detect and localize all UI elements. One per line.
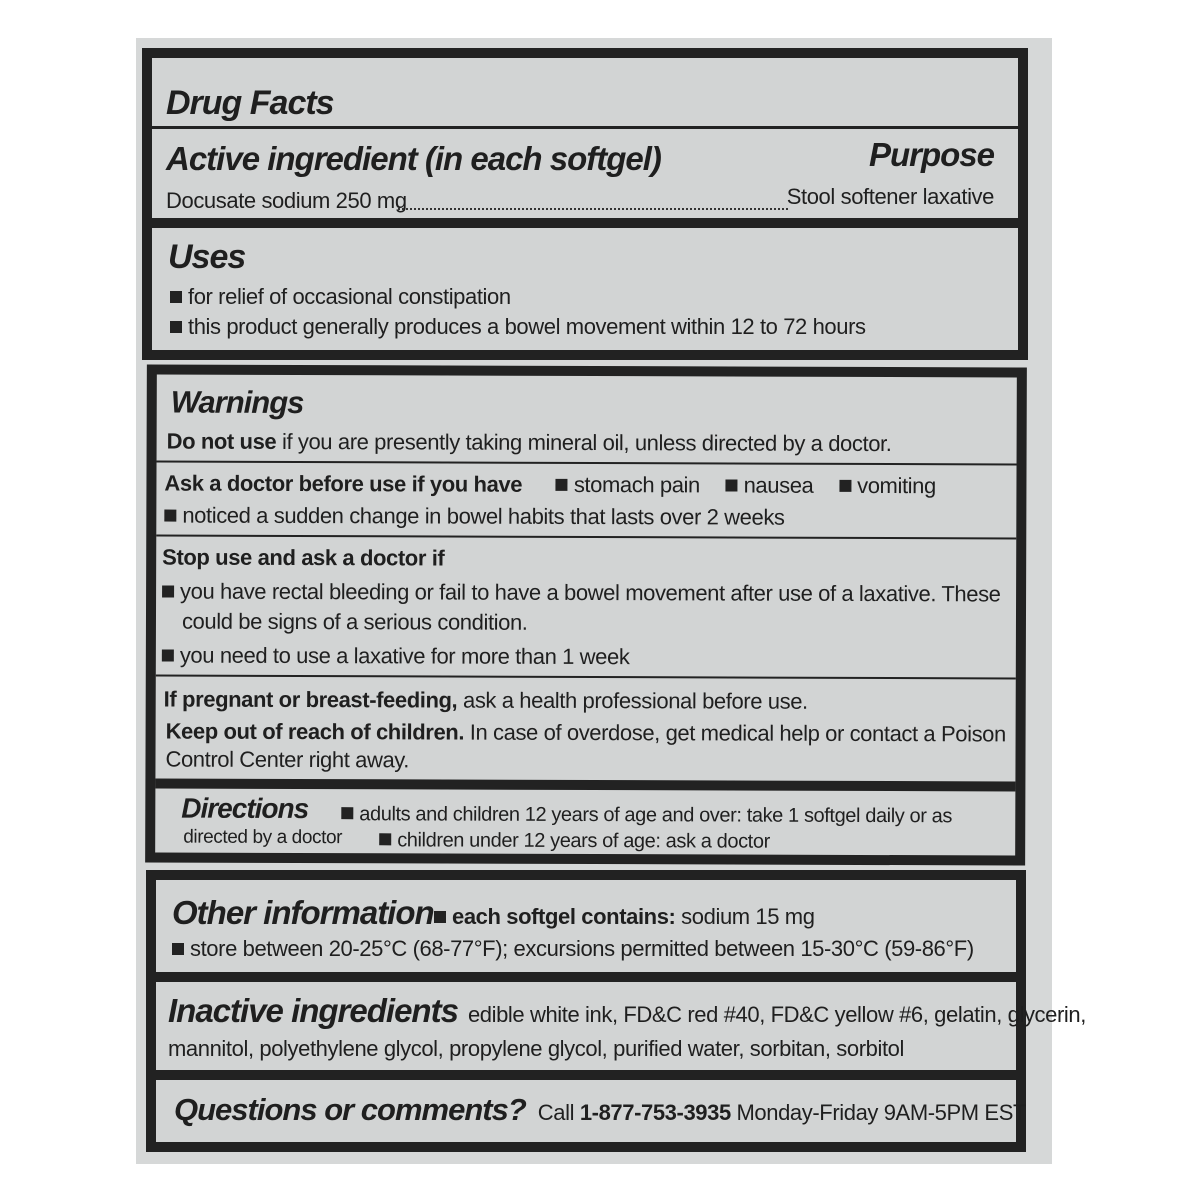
uses-item-text: for relief of occasional constipation bbox=[188, 284, 511, 309]
inactive-ingredients bbox=[168, 992, 1086, 1030]
leader-dots bbox=[398, 208, 788, 210]
divider-thick bbox=[152, 218, 1018, 228]
bullet-icon bbox=[726, 479, 738, 491]
directions-item bbox=[341, 803, 952, 828]
directions-item bbox=[379, 829, 770, 853]
other-info-item bbox=[434, 904, 815, 930]
pregnant-warning bbox=[164, 687, 808, 715]
divider-thick bbox=[156, 972, 1016, 982]
pregnant-label: If pregnant or breast-feeding, bbox=[163, 686, 458, 713]
warnings-panel bbox=[145, 364, 1027, 865]
divider bbox=[152, 126, 1018, 129]
bullet-icon bbox=[172, 943, 184, 955]
drug-facts-panel-top bbox=[142, 48, 1028, 360]
keep-out-text: In case of overdose, get medical help or contact a Poison bbox=[464, 719, 1006, 747]
purpose-heading: Purpose bbox=[868, 136, 994, 173]
divider-thick bbox=[156, 1070, 1016, 1080]
pregnant-text: ask a health professional before use. bbox=[457, 687, 808, 714]
bullet-icon bbox=[434, 911, 446, 923]
stop-item-continued: could be signs of a serious condition. bbox=[181, 608, 528, 635]
bullet-icon bbox=[341, 807, 353, 819]
inactive-continued: mannitol, polyethylene glycol, propylene glycol, purified water, sorbitan, sorbitol bbox=[168, 1036, 904, 1061]
active-ingredient-heading: Active ingredient (in each softgel) bbox=[166, 140, 661, 177]
keep-out-label: Keep out of reach of children. bbox=[165, 718, 465, 745]
stop-item-text: you have rectal bleeding or fail to have a bowel movement after use of a laxative. These bbox=[180, 578, 1001, 607]
inactive-text: edible white ink, FD&C red #40, FD&C yellow #6, gelatin, glycerin, bbox=[467, 1002, 1086, 1027]
ask-item-2 bbox=[164, 503, 784, 531]
keep-out-warning bbox=[166, 719, 1006, 748]
hours-text: Monday-Friday 9AM-5PM EST bbox=[730, 1100, 1027, 1125]
bullet-icon bbox=[162, 650, 174, 662]
do-not-use-label: Do not use bbox=[166, 428, 277, 454]
bullet-icon bbox=[164, 510, 176, 522]
bullet-icon bbox=[379, 833, 391, 845]
ask-item: stomach pain bbox=[573, 471, 700, 498]
divider bbox=[157, 460, 1017, 465]
directions-continued: directed by a doctor bbox=[183, 826, 343, 849]
other-info-label: each softgel contains: bbox=[452, 904, 676, 929]
divider-thick bbox=[155, 778, 1015, 791]
keep-out-continued: Control Center right away. bbox=[165, 746, 410, 773]
stop-item bbox=[162, 579, 1001, 608]
drug-facts-title: Drug Facts bbox=[166, 84, 334, 122]
directions-text: adults and children 12 years of age and over: take 1 softgel daily or as bbox=[359, 803, 953, 828]
inactive-heading: Inactive ingredients bbox=[168, 992, 458, 1029]
other-info-panel bbox=[146, 870, 1086, 1152]
bullet-icon bbox=[170, 291, 182, 303]
ask-item: nausea bbox=[743, 472, 814, 498]
bullet-icon bbox=[556, 479, 568, 491]
directions-heading: Directions bbox=[181, 792, 309, 825]
stop-item bbox=[162, 643, 630, 671]
stop-use-heading: Stop use and ask a doctor if bbox=[162, 544, 445, 571]
uses-heading: Uses bbox=[168, 238, 246, 276]
other-info-heading: Other information bbox=[172, 894, 434, 931]
divider bbox=[156, 534, 1016, 539]
uses-item bbox=[170, 314, 866, 340]
ask-doctor-heading: Ask a doctor before use if you have bbox=[164, 470, 523, 497]
other-info-text: sodium 15 mg bbox=[675, 904, 815, 929]
uses-item-text: this product generally produces a bowel movement within 12 to 72 hours bbox=[188, 314, 866, 339]
bullet-icon bbox=[839, 480, 851, 492]
uses-item bbox=[170, 284, 511, 310]
bullet-icon bbox=[162, 586, 174, 598]
ask-item: vomiting bbox=[857, 472, 936, 499]
stop-item-text: you need to use a laxative for more than 1 week bbox=[179, 642, 630, 670]
warnings-heading: Warnings bbox=[170, 384, 304, 421]
divider bbox=[156, 674, 1016, 679]
directions-text: children under 12 years of age: ask a doctor bbox=[397, 829, 770, 853]
call-text: Call bbox=[537, 1100, 580, 1125]
do-not-use bbox=[167, 429, 892, 458]
questions-heading: Questions or comments? bbox=[174, 1092, 526, 1127]
active-ingredient-purpose: Stool softener laxative bbox=[786, 184, 994, 209]
other-info-text: store between 20-25°C (68-77°F); excursions permitted between 15-30°C (59-86°F) bbox=[190, 936, 974, 961]
other-info-item bbox=[172, 936, 974, 962]
questions bbox=[174, 1092, 1026, 1128]
phone-number: 1-877-753-3935 bbox=[579, 1100, 731, 1125]
bullet-icon bbox=[170, 321, 182, 333]
ask-item-text: noticed a sudden change in bowel habits that lasts over 2 weeks bbox=[182, 502, 785, 530]
do-not-use-text: if you are presently taking mineral oil, unless directed by a doctor. bbox=[276, 428, 892, 457]
ask-doctor-line bbox=[164, 471, 935, 500]
active-ingredient-name: Docusate sodium 250 mg bbox=[166, 188, 407, 213]
